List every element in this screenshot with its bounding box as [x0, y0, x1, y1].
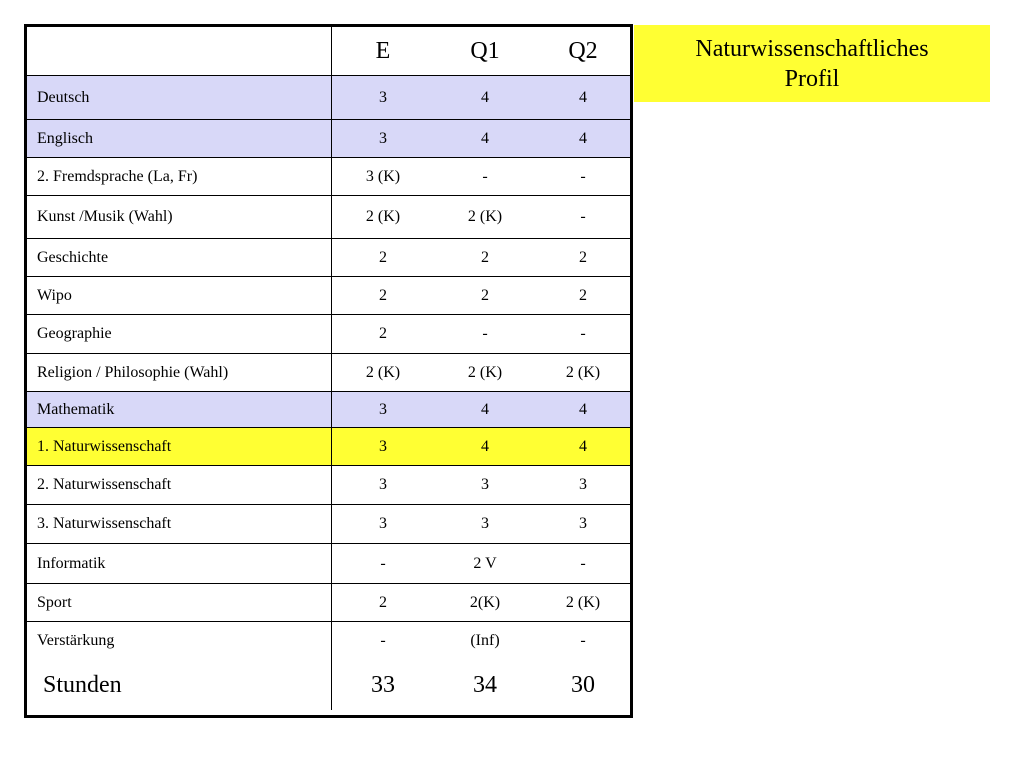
q1-cell: - [482, 167, 488, 185]
q1-cell: 3 [481, 515, 489, 532]
table-row [27, 158, 630, 196]
e-cell: 3 [379, 129, 387, 147]
q1-cell: 2 V [473, 554, 497, 572]
table-body [27, 76, 630, 660]
subject-cell: 2. Naturwissenschaft [27, 466, 332, 504]
q2-cell: 2 [579, 286, 587, 304]
q1-cell: 2 [481, 286, 489, 304]
e-cell: 3 [379, 400, 387, 418]
e-cell: 2 [379, 593, 387, 611]
q1-cell: 4 [481, 129, 489, 147]
profile-title-box [634, 25, 990, 102]
e-cell: - [380, 632, 386, 649]
table-row [27, 466, 630, 505]
subject-cell: 3. Naturwissenschaft [27, 505, 332, 543]
subject-cell: Religion / Philosophie (Wahl) [27, 354, 332, 391]
subject-cell: Sport [27, 584, 332, 621]
q2-cell: - [580, 325, 586, 342]
e-cell: 3 [379, 515, 387, 532]
subject-cell: Informatik [27, 544, 332, 583]
e-cell: 2 (K) [365, 208, 401, 225]
header-e: E [375, 37, 391, 64]
table-row [27, 239, 630, 277]
e-cell: 2 [379, 248, 387, 266]
q1-cell: (Inf) [470, 632, 500, 649]
table-row [27, 76, 630, 120]
e-cell: 2 [379, 286, 387, 304]
total-label: Stunden [27, 660, 332, 710]
q2-cell: 4 [579, 88, 587, 106]
table-row [27, 505, 630, 544]
q2-cell: 3 [579, 476, 587, 493]
q1-cell: 2 (K) [467, 363, 503, 381]
q2-cell: 2 (K) [565, 363, 601, 381]
q1-cell: 3 [481, 476, 489, 493]
e-cell: 3 [379, 437, 387, 455]
q1-cell: 4 [481, 400, 489, 418]
subject-cell: Englisch [27, 120, 332, 157]
table-row [27, 277, 630, 315]
table-header-row [27, 27, 630, 76]
table-row [27, 428, 630, 466]
q2-cell: 2 [579, 248, 587, 266]
table-row [27, 584, 630, 622]
table-row [27, 354, 630, 392]
total-q1: 34 [473, 671, 497, 698]
subject-cell: Geschichte [27, 239, 332, 276]
subject-cell: Geographie [27, 315, 332, 353]
total-e: 33 [371, 671, 395, 698]
q1-cell: - [482, 325, 488, 342]
q2-cell: - [580, 208, 586, 225]
e-cell: 2 (K) [365, 363, 401, 381]
subject-cell: Kunst /Musik (Wahl) [27, 196, 332, 238]
subject-cell: Deutsch [27, 76, 332, 119]
q2-cell: - [580, 554, 586, 572]
subject-cell: Verstärkung [27, 622, 332, 660]
q1-cell: 2 (K) [467, 208, 503, 225]
q2-cell: - [580, 632, 586, 649]
table-row [27, 622, 630, 660]
table-row [27, 196, 630, 239]
header-q1: Q1 [470, 37, 500, 64]
subject-cell: 1. Naturwissenschaft [27, 428, 332, 465]
e-cell: - [380, 554, 386, 572]
table-row [27, 120, 630, 158]
q2-cell: 2 (K) [565, 593, 601, 611]
table-row [27, 392, 630, 428]
subject-cell: Mathematik [27, 392, 332, 427]
total-q2: 30 [571, 671, 595, 698]
q2-cell: 4 [579, 437, 587, 455]
total-row [27, 660, 630, 710]
subject-cell: 2. Fremdsprache (La, Fr) [27, 158, 332, 195]
e-cell: 3 [379, 88, 387, 106]
q2-cell: 4 [579, 129, 587, 147]
q2-cell: - [580, 167, 586, 185]
q1-cell: 4 [481, 437, 489, 455]
e-cell: 2 [379, 325, 387, 342]
header-q2: Q2 [568, 37, 598, 64]
header-subject-cell [27, 27, 332, 75]
q1-cell: 2 [481, 248, 489, 266]
q2-cell: 3 [579, 515, 587, 532]
profile-title-line2: Profil [784, 65, 840, 92]
q1-cell: 2(K) [469, 593, 501, 611]
table-row [27, 315, 630, 354]
e-cell: 3 (K) [365, 167, 401, 185]
table-row [27, 544, 630, 584]
curriculum-table [24, 24, 633, 718]
e-cell: 3 [379, 476, 387, 493]
profile-title-line1: Naturwissenschaftliches [695, 35, 929, 62]
subject-cell: Wipo [27, 277, 332, 314]
q1-cell: 4 [481, 88, 489, 106]
q2-cell: 4 [579, 400, 587, 418]
